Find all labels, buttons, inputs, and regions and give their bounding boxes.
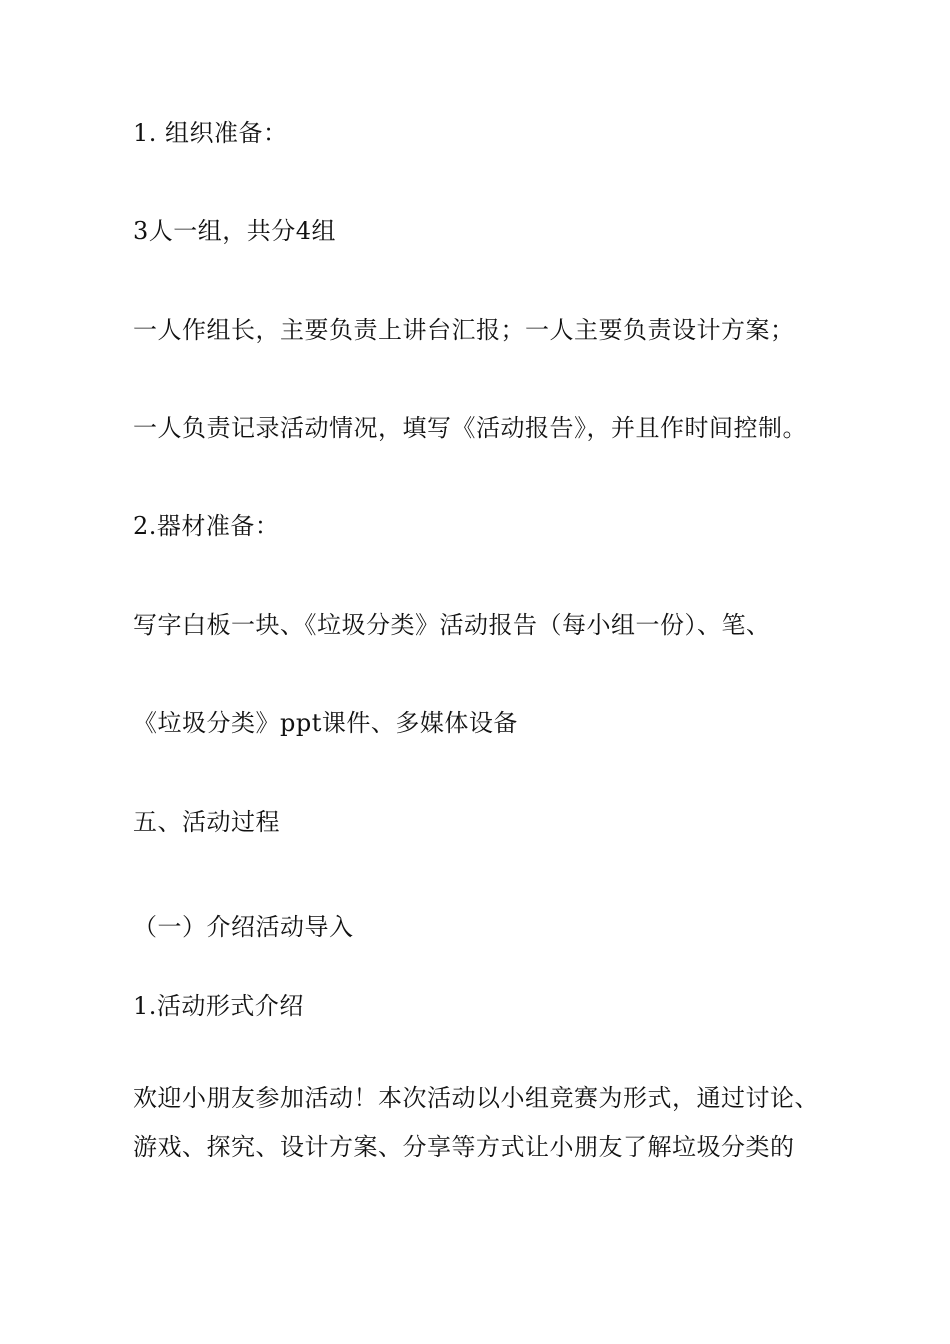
subsection-heading-intro: （一）介绍活动导入 bbox=[133, 913, 354, 941]
materials-list-2: 《垃圾分类》ppt课件、多媒体设备 bbox=[133, 709, 518, 737]
role-description-1: 一人作组长，主要负责上讲台汇报；一人主要负责设计方案； bbox=[133, 316, 795, 344]
materials-list-1: 写字白板一块、《垃圾分类》活动报告（每小组一份）、笔、 bbox=[133, 611, 771, 639]
role-description-2: 一人负责记录活动情况，填写《活动报告》，并且作时间控制。 bbox=[133, 414, 807, 442]
item-heading-format: 1.活动形式介绍 bbox=[133, 992, 304, 1020]
section-heading-process: 五、活动过程 bbox=[133, 808, 280, 836]
section-heading-organization: 1. 组织准备： bbox=[133, 119, 288, 147]
paragraph-line-2: 游戏、探究、设计方案、分享等方式让小朋友了解垃圾分类的 bbox=[133, 1133, 795, 1161]
group-size-text: 3人一组，共分4组 bbox=[133, 217, 337, 245]
paragraph-line-1: 欢迎小朋友参加活动！本次活动以小组竞赛为形式，通过讨论、 bbox=[133, 1084, 819, 1112]
section-heading-materials: 2.器材准备： bbox=[133, 512, 280, 540]
